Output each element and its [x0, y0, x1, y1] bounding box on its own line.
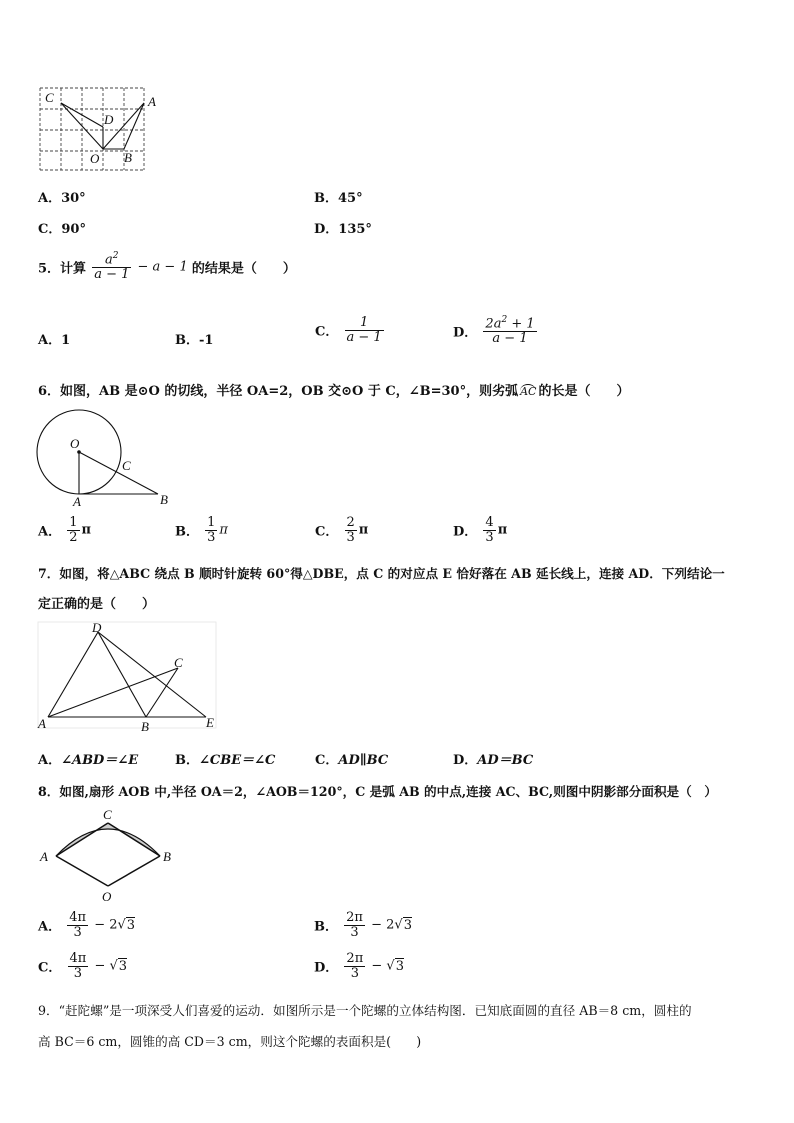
q5-stem: 5．计算 $\frac{a^2}{a - 1}$ − a − 1 的结果是（ ）	[38, 251, 296, 282]
q8-label-c: C	[103, 808, 112, 822]
q5-fraction: $\frac{a^2}{a - 1}$	[94, 251, 130, 282]
q7-label-c: C	[174, 655, 183, 670]
q8-option-c[interactable]: C． $\frac{4\pi}{3}$ − √3	[38, 951, 128, 981]
q8-sector-figure	[36, 808, 176, 904]
q4-option-b[interactable]: B．45°	[314, 191, 363, 206]
q6-label-b: B	[160, 492, 168, 507]
q6-circle-figure	[36, 408, 176, 508]
q4-label-d: D	[104, 112, 114, 127]
q6-option-b[interactable]: B． $\frac{1}{3}$ π	[175, 515, 228, 545]
q7-stem-line1: 7．如图，将△ABC 绕点 B 顺时针旋转 60°得△DBE，点 C 的对应点 E 恰好落在 AB 延长线上，连接 AD．下列结论一	[38, 566, 725, 581]
q4-label-c: C	[45, 90, 54, 105]
q6-label-a: A	[73, 494, 81, 508]
q7-triangle-figure	[36, 620, 220, 734]
q5-option-d[interactable]: D． $\frac{2a^2 + 1}{a - 1}$	[453, 315, 535, 346]
q7-option-c[interactable]: C．AD∥BC	[315, 753, 389, 768]
q6-option-a[interactable]: A． $\frac{1}{2}$ π	[38, 515, 92, 545]
q6-label-o: O	[70, 436, 80, 451]
q6-stem: 6．如图，AB 是⊙O 的切线，半径 OA=2，OB 交⊙O 于 C，∠B=30°，则劣弧 AC 的长是（ ）	[38, 384, 630, 399]
q7-option-d[interactable]: D．AD＝BC	[453, 753, 534, 768]
q4-label-o: O	[90, 151, 100, 166]
q7-label-e: E	[206, 715, 214, 730]
q9-stem-line1: 9．“赶陀螺”是一项深受人们喜爱的运动．如图所示是一个陀螺的立体结构图．已知底面圆的直径 AB＝8 cm，圆柱的	[38, 1003, 692, 1018]
q4-option-d[interactable]: D．135°	[314, 222, 372, 237]
q8-label-a: A	[40, 849, 48, 864]
q7-label-a: A	[38, 716, 46, 731]
q4-option-c[interactable]: C．90°	[38, 222, 86, 237]
q6-label-c: C	[122, 458, 131, 473]
q7-label-b: B	[141, 719, 149, 734]
q4-label-a: A	[148, 94, 156, 109]
q9-stem-line2: 高 BC＝6 cm，圆锥的高 CD＝3 cm，则这个陀螺的表面积是( )	[38, 1034, 422, 1049]
q7-option-a[interactable]: A．∠ABD＝∠E	[38, 753, 139, 768]
q8-option-b[interactable]: B． $\frac{2\pi}{3}$ − 2√3	[314, 910, 412, 940]
q8-stem: 8．如图,扇形 AOB 中,半径 OA＝2，∠AOB＝120°，C 是弧 AB 的中点,连接 AC、BC,则图中阴影部分面积是（ ）	[38, 784, 717, 799]
q5-option-a[interactable]: A．1	[38, 333, 71, 348]
q5-option-b[interactable]: B．-1	[175, 333, 214, 348]
q6-arc-label: AC	[520, 385, 537, 398]
q8-option-d[interactable]: D． $\frac{2\pi}{3}$ − √3	[314, 951, 404, 981]
q6-option-c[interactable]: C． $\frac{2}{3}$ π	[315, 515, 369, 545]
q7-stem-line2: 定正确的是（ ）	[38, 597, 156, 612]
q8-label-b: B	[163, 849, 171, 864]
q5-option-c[interactable]: C． $\frac{1}{a - 1}$	[315, 315, 382, 345]
q4-option-a[interactable]: A．30°	[38, 191, 86, 206]
q6-option-d[interactable]: D． $\frac{4}{3}$ π	[453, 515, 508, 545]
q7-option-b[interactable]: B．∠CBE＝∠C	[175, 753, 276, 768]
q7-label-d: D	[92, 620, 102, 635]
q4-grid-figure	[30, 82, 170, 174]
q8-option-a[interactable]: A． $\frac{4\pi}{3}$ − 2√3	[38, 910, 136, 940]
q8-label-o: O	[102, 889, 112, 904]
q4-label-b: B	[124, 150, 132, 165]
